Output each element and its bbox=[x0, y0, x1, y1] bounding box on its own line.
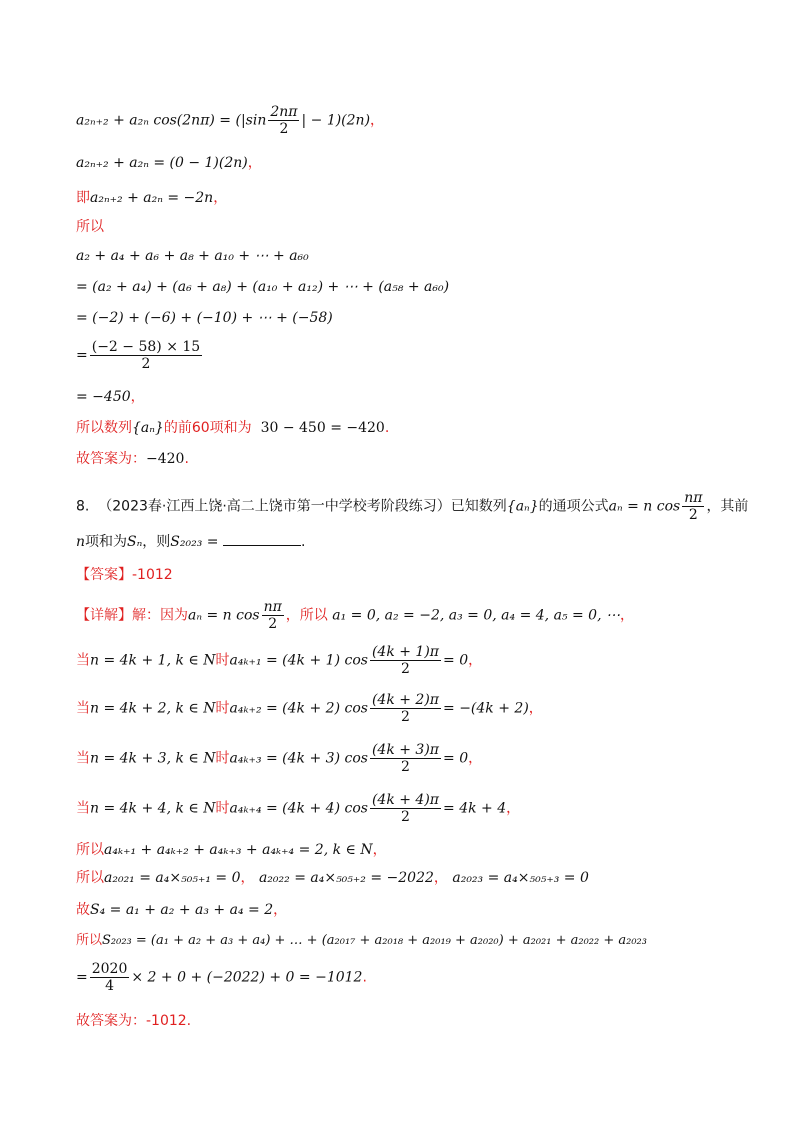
text-mid: 的前60项和为 bbox=[163, 420, 252, 436]
fraction-denominator: 2 bbox=[401, 661, 410, 677]
fraction bbox=[370, 693, 441, 724]
fraction bbox=[90, 340, 202, 371]
punctuation: ， bbox=[506, 800, 521, 817]
punctuation: ， bbox=[130, 389, 145, 405]
punctuation: ， bbox=[240, 870, 255, 886]
answer-line bbox=[76, 568, 173, 582]
variable-s: Sₙ bbox=[127, 534, 143, 550]
fraction-numerator: 2nπ bbox=[270, 104, 298, 120]
formula: = −(4k + 2) bbox=[443, 700, 529, 717]
text-prefix: 即 bbox=[76, 190, 90, 206]
formula: × 2 + 0 + (−2022) + 0 = −1012 bbox=[131, 969, 363, 986]
equation-line bbox=[76, 421, 389, 435]
formula: S₂₀₂₃ = (a₁ + a₂ + a₃ + a₄) + … + (a₂₀₁₇ + a₂₀₁₈ + a₂₀₁₉ + a₂₀₂₀) + a₂₀₂₁ + a₂₀₂₂ + a₂₀₂₃ bbox=[102, 933, 647, 948]
equation-line bbox=[76, 390, 145, 404]
fraction-denominator: 2 bbox=[401, 759, 410, 775]
problem-text: ，则 bbox=[142, 534, 171, 550]
fraction bbox=[262, 600, 284, 631]
fraction-denominator: 2 bbox=[401, 709, 410, 725]
equation-line: = (−2) + (−6) + (−10) + ⋯ + (−58) bbox=[76, 310, 333, 326]
solution-line bbox=[76, 903, 287, 917]
fraction bbox=[682, 491, 704, 522]
problem-statement bbox=[76, 491, 748, 522]
case-line bbox=[76, 793, 520, 824]
equation-line bbox=[76, 156, 262, 170]
case-line bbox=[76, 743, 482, 774]
text-line: 所以 bbox=[76, 219, 104, 235]
fraction-numerator: (4k + 2)π bbox=[371, 692, 440, 708]
punctuation: ， bbox=[468, 750, 483, 767]
equation-text: 30 − 450 = −420 bbox=[260, 420, 385, 436]
formula: a₄ₖ₊₁ + a₄ₖ₊₂ + a₄ₖ₊₃ + a₄ₖ₊₄ = 2, k ∈ N bbox=[104, 842, 373, 858]
sequence-symbol: {aₙ} bbox=[506, 498, 539, 515]
formula: = 0 bbox=[443, 652, 469, 669]
fraction-denominator: 2 bbox=[268, 616, 278, 632]
punctuation: ， bbox=[619, 607, 634, 624]
punctuation: ， bbox=[468, 652, 483, 669]
case-line bbox=[76, 645, 482, 676]
punctuation: . bbox=[300, 534, 306, 550]
solution-line bbox=[76, 871, 589, 885]
equation-text: = −450 bbox=[76, 389, 131, 405]
case-condition: n = 4k + 3, k ∈ N bbox=[90, 750, 216, 767]
answer-line bbox=[76, 452, 189, 466]
punctuation: ， bbox=[273, 902, 288, 918]
fraction-denominator: 2 bbox=[401, 809, 410, 825]
formula: S₂₀₂₃ = bbox=[170, 534, 219, 550]
answer-blank bbox=[223, 533, 301, 546]
punctuation: ， bbox=[247, 155, 262, 171]
problem-statement bbox=[76, 533, 305, 549]
formula: aₙ = n cos bbox=[608, 498, 681, 515]
problem-text: ，其前 bbox=[706, 498, 749, 515]
formula: a₂₀₂₂ = a₄×₅₀₅₊₂ = −2022 bbox=[258, 870, 434, 886]
case-shi: 时 bbox=[215, 700, 230, 717]
punctuation: . bbox=[362, 969, 367, 986]
punctuation: ， bbox=[372, 842, 387, 858]
punctuation: . bbox=[184, 451, 189, 467]
case-when: 当 bbox=[76, 750, 90, 767]
text-mid: ，所以 bbox=[285, 607, 328, 624]
problem-source: （2023春·江西上饶·高二上饶市第一中学校考阶段练习）已知数列 bbox=[98, 498, 507, 515]
formula: a₄ₖ₊₁ = (4k + 1) cos bbox=[229, 652, 368, 669]
equation-text: a₂ₙ₊₂ + a₂ₙ = −2n bbox=[90, 190, 214, 206]
fraction-numerator: (4k + 3)π bbox=[371, 742, 440, 758]
problem-text: 的通项公式 bbox=[538, 498, 609, 515]
equals-sign: = bbox=[76, 347, 88, 364]
equation-line: = (a₂ + a₄) + (a₆ + a₈) + (a₁₀ + a₁₂) + ⋯ + (a₅₈ + a₆₀) bbox=[76, 279, 450, 295]
case-condition: n = 4k + 4, k ∈ N bbox=[90, 800, 216, 817]
fraction bbox=[90, 962, 130, 993]
formula: a₄ₖ₊₄ = (4k + 4) cos bbox=[229, 800, 368, 817]
fraction-numerator: (4k + 4)π bbox=[371, 792, 440, 808]
fraction bbox=[370, 793, 441, 824]
equation-text: a₂ₙ₊₂ + a₂ₙ = (0 − 1)(2n) bbox=[76, 155, 248, 171]
equation-line bbox=[76, 191, 227, 205]
formula: = 4k + 4 bbox=[443, 800, 507, 817]
formula: a₂₀₂₃ = a₄×₅₀₅₊₃ = 0 bbox=[452, 870, 589, 886]
punctuation: ， bbox=[213, 190, 228, 206]
solution-line bbox=[76, 600, 634, 631]
final-answer: 故答案为：-1012. bbox=[76, 1013, 192, 1029]
text-prefix: 所以 bbox=[76, 933, 103, 948]
fraction bbox=[268, 105, 299, 136]
equation-line bbox=[76, 105, 384, 136]
solution-line bbox=[76, 962, 367, 993]
punctuation: ， bbox=[528, 700, 543, 717]
solution-line bbox=[76, 843, 387, 857]
punctuation: ， bbox=[370, 112, 385, 129]
case-line bbox=[76, 693, 543, 724]
text-prefix: 所以数列 bbox=[76, 420, 132, 436]
problem-number: 8. bbox=[76, 498, 90, 515]
case-when: 当 bbox=[76, 800, 90, 817]
answer-value: −420 bbox=[146, 451, 185, 467]
equation-text: | − 1)(2n) bbox=[301, 112, 371, 129]
fraction-denominator: 2 bbox=[141, 356, 151, 372]
fraction-numerator: (4k + 1)π bbox=[371, 644, 440, 660]
case-condition: n = 4k + 1, k ∈ N bbox=[90, 652, 216, 669]
sequence-symbol: {aₙ} bbox=[132, 420, 164, 436]
formula: a₄ₖ₊₃ = (4k + 3) cos bbox=[229, 750, 368, 767]
solution-label: 【详解】解：因为 bbox=[76, 607, 188, 624]
equation-line bbox=[76, 340, 204, 371]
variable-n: n bbox=[76, 534, 86, 550]
fraction-denominator: 2 bbox=[279, 121, 289, 137]
punctuation: ， bbox=[433, 870, 448, 886]
case-when: 当 bbox=[76, 700, 90, 717]
case-shi: 时 bbox=[215, 652, 230, 669]
answer-label: 【答案】 bbox=[76, 567, 132, 583]
case-shi: 时 bbox=[215, 750, 230, 767]
fraction-denominator: 2 bbox=[688, 507, 698, 523]
fraction bbox=[370, 645, 441, 676]
text-prefix: 所以 bbox=[76, 842, 104, 858]
fraction-numerator: nπ bbox=[684, 490, 703, 506]
answer-value: -1012 bbox=[132, 567, 173, 583]
formula: S₄ = a₁ + a₂ + a₃ + a₄ = 2 bbox=[90, 902, 274, 918]
problem-text: 项和为 bbox=[85, 534, 128, 550]
fraction-numerator: (−2 − 58) × 15 bbox=[91, 339, 201, 355]
formula: aₙ = n cos bbox=[188, 607, 260, 624]
text-prefix: 所以 bbox=[76, 870, 104, 886]
fraction-denominator: 4 bbox=[105, 978, 115, 994]
equation-text: a₂ₙ₊₂ + a₂ₙ cos(2nπ) = (|sin bbox=[76, 112, 267, 129]
fraction-numerator: 2020 bbox=[91, 961, 128, 977]
equation-line: a₂ + a₄ + a₆ + a₈ + a₁₀ + ⋯ + a₆₀ bbox=[76, 248, 309, 264]
fraction bbox=[370, 743, 441, 774]
solution-line bbox=[76, 934, 647, 947]
fraction-numerator: nπ bbox=[263, 599, 282, 615]
case-shi: 时 bbox=[215, 800, 230, 817]
text-prefix: 故 bbox=[76, 902, 90, 918]
punctuation: . bbox=[384, 420, 390, 436]
formula: a₁ = 0, a₂ = −2, a₃ = 0, a₄ = 4, a₅ = 0, ⋯ bbox=[332, 607, 620, 624]
formula: a₄ₖ₊₂ = (4k + 2) cos bbox=[229, 700, 368, 717]
formula: = 0 bbox=[443, 750, 469, 767]
formula: a₂₀₂₁ = a₄×₅₀₅₊₁ = 0 bbox=[104, 870, 241, 886]
case-when: 当 bbox=[76, 652, 90, 669]
answer-prefix: 故答案为： bbox=[76, 451, 146, 467]
equals-sign: = bbox=[76, 969, 88, 986]
case-condition: n = 4k + 2, k ∈ N bbox=[90, 700, 216, 717]
